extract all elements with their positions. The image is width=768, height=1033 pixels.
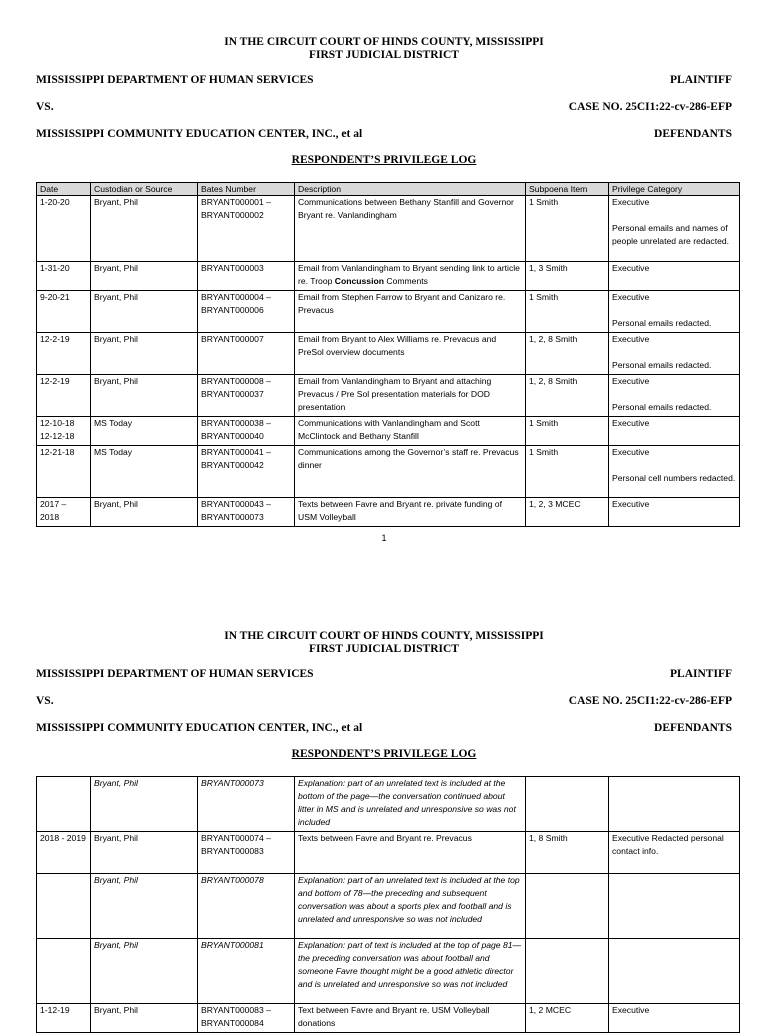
cell-description: Email from Vanlandingham to Bryant sending link to article re. Troop Concussion Comments: [295, 262, 526, 291]
plaintiff-name: MISSISSIPPI DEPARTMENT OF HUMAN SERVICES: [36, 74, 314, 86]
plaintiff-label: PLAINTIFF: [670, 668, 732, 680]
defendant-line: [36, 722, 732, 737]
column-header-privilege: Privilege Category: [609, 183, 740, 196]
column-header-description: Description: [295, 183, 526, 196]
cell-description: Email from Stephen Farrow to Bryant and Canizaro re. Prevacus: [295, 291, 526, 333]
cell-bates: BRYANT000073: [198, 777, 295, 832]
cell-privilege: [609, 874, 740, 939]
cell-description: Communications with Vanlandingham and Scott McClintock and Bethany Stanfill: [295, 417, 526, 446]
cell-description: Text between Favre and Bryant re. USM Volleyball donations: [295, 1004, 526, 1033]
cell-privilege: Executive Personal emails redacted.: [609, 333, 740, 375]
cell-subpoena-item: 1, 8 Smith: [526, 832, 609, 874]
cell-custodian: MS Today: [91, 446, 198, 498]
defendant-label: DEFENDANTS: [654, 128, 732, 140]
cell-privilege: Executive: [609, 1004, 740, 1033]
table-row: [37, 375, 740, 417]
cell-date: 12-21-18: [37, 446, 91, 498]
cell-description: Explanation: part of an unrelated text is included at the bottom of the page—the conversation continued about litter in MS and is unrelated and unresponsive so was not included: [295, 777, 526, 832]
cell-subpoena-item: [526, 874, 609, 939]
cell-privilege: [609, 777, 740, 832]
cell-bates: BRYANT000001 – BRYANT000002: [198, 196, 295, 262]
cell-date: 12-2-19: [37, 333, 91, 375]
cell-custodian: Bryant, Phil: [91, 291, 198, 333]
table-row: [37, 196, 740, 262]
plaintiff-name: MISSISSIPPI DEPARTMENT OF HUMAN SERVICES: [36, 668, 314, 680]
cell-subpoena-item: 1, 2 MCEC: [526, 1004, 609, 1033]
vs-line: [36, 695, 732, 710]
cell-description: Explanation: part of text is included at the top of page 81—the preceding conversation was about football and someone Favre thought might be a good athletic director and is unrelated and unresponsive so was not included: [295, 939, 526, 1004]
cell-subpoena-item: 1, 2, 8 Smith: [526, 333, 609, 375]
defendant-name: MISSISSIPPI COMMUNITY EDUCATION CENTER, INC., et al: [36, 722, 363, 734]
cell-custodian: Bryant, Phil: [91, 196, 198, 262]
table-row: [37, 291, 740, 333]
cell-subpoena-item: 1 Smith: [526, 446, 609, 498]
cell-description: Texts between Favre and Bryant re. private funding of USM Volleyball: [295, 498, 526, 527]
cell-privilege: [609, 939, 740, 1004]
court-title-line1: IN THE CIRCUIT COURT OF HINDS COUNTY, MISSISSIPPI: [224, 630, 544, 642]
cell-bates: BRYANT000078: [198, 874, 295, 939]
cell-date: 1-12-19: [37, 1004, 91, 1033]
cell-privilege: Executive Personal cell numbers redacted.: [609, 446, 740, 498]
cell-privilege: Executive Personal emails redacted.: [609, 375, 740, 417]
plaintiff-label: PLAINTIFF: [670, 74, 732, 86]
cell-custodian: Bryant, Phil: [91, 777, 198, 832]
cell-date: 12-2-19: [37, 375, 91, 417]
cell-subpoena-item: 1, 2, 3 MCEC: [526, 498, 609, 527]
table-row: [37, 939, 740, 1004]
court-title-line2: FIRST JUDICIAL DISTRICT: [309, 49, 459, 61]
table-header-row: [37, 183, 740, 196]
privilege-log-table: [36, 182, 740, 527]
defendant-line: [36, 128, 732, 143]
table-row: [37, 1004, 740, 1033]
cell-bates: BRYANT000007: [198, 333, 295, 375]
court-title-line1: IN THE CIRCUIT COURT OF HINDS COUNTY, MISSISSIPPI: [224, 36, 544, 48]
table-row: [37, 777, 740, 832]
cell-subpoena-item: 1 Smith: [526, 291, 609, 333]
cell-subpoena-item: [526, 939, 609, 1004]
page-2: [0, 594, 768, 1028]
cell-date: 1-31-20: [37, 262, 91, 291]
table-row: [37, 832, 740, 874]
cell-description: Communications among the Governor’s staff re. Prevacus dinner: [295, 446, 526, 498]
cell-custodian: Bryant, Phil: [91, 375, 198, 417]
column-header-custodian: Custodian or Source: [91, 183, 198, 196]
cell-bates: BRYANT000083 – BRYANT000084: [198, 1004, 295, 1033]
cell-subpoena-item: 1, 3 Smith: [526, 262, 609, 291]
case-number: CASE NO. 25CI1:22-cv-286-EFP: [568, 101, 732, 113]
cell-bates: BRYANT000004 – BRYANT000006: [198, 291, 295, 333]
cell-description: Email from Bryant to Alex Williams re. Prevacus and PreSol overview documents: [295, 333, 526, 375]
cell-privilege: Executive: [609, 498, 740, 527]
cell-privilege: Executive Redacted personal contact info.: [609, 832, 740, 874]
cell-custodian: Bryant, Phil: [91, 262, 198, 291]
cell-description: Explanation: part of an unrelated text is included at the top and bottom of 78—the preceding and subsequent conversation was about a sports plex and football and is unrelated and unresponsive so was not included: [295, 874, 526, 939]
table-row: [37, 333, 740, 375]
privilege-log-title: RESPONDENT’S PRIVILEGE LOG: [291, 748, 477, 760]
cell-custodian: MS Today: [91, 417, 198, 446]
cell-date: [37, 777, 91, 832]
page-number: 1: [381, 533, 387, 543]
privilege-log-table-continued: [36, 776, 740, 1033]
cell-custodian: Bryant, Phil: [91, 333, 198, 375]
court-title-line2: FIRST JUDICIAL DISTRICT: [309, 643, 459, 655]
cell-bates: BRYANT000003: [198, 262, 295, 291]
case-number: CASE NO. 25CI1:22-cv-286-EFP: [568, 695, 732, 707]
cell-privilege: Executive: [609, 417, 740, 446]
column-header-bates: Bates Number: [198, 183, 295, 196]
cell-subpoena-item: 1, 2, 8 Smith: [526, 375, 609, 417]
cell-bates: BRYANT000038 – BRYANT000040: [198, 417, 295, 446]
vs-line: [36, 101, 732, 116]
cell-date: 12-10-18 12-12-18: [37, 417, 91, 446]
cell-date: 9-20-21: [37, 291, 91, 333]
cell-subpoena-item: 1 Smith: [526, 417, 609, 446]
cell-privilege: Executive: [609, 262, 740, 291]
cell-privilege: Executive Personal emails and names of people unrelated are redacted.: [609, 196, 740, 262]
cell-date: 2018 - 2019: [37, 832, 91, 874]
cell-bates: BRYANT000074 – BRYANT000083: [198, 832, 295, 874]
cell-custodian: Bryant, Phil: [91, 498, 198, 527]
plaintiff-line: [36, 668, 732, 683]
cell-custodian: Bryant, Phil: [91, 874, 198, 939]
table-row: [37, 446, 740, 498]
column-header-date: Date: [37, 183, 91, 196]
cell-date: [37, 874, 91, 939]
cell-date: [37, 939, 91, 1004]
cell-custodian: Bryant, Phil: [91, 832, 198, 874]
privilege-log-title: RESPONDENT’S PRIVILEGE LOG: [291, 154, 477, 166]
cell-custodian: Bryant, Phil: [91, 939, 198, 1004]
table-row: [37, 874, 740, 939]
cell-date: 1-20-20: [37, 196, 91, 262]
table-row: [37, 498, 740, 527]
cell-subpoena-item: 1 Smith: [526, 196, 609, 262]
plaintiff-line: [36, 74, 732, 89]
defendant-name: MISSISSIPPI COMMUNITY EDUCATION CENTER, INC., et al: [36, 128, 363, 140]
cell-description: Email from Vanlandingham to Bryant and attaching Prevacus / Pre Sol presentation materials for DOD presentation: [295, 375, 526, 417]
cell-bates: BRYANT000008 – BRYANT000037: [198, 375, 295, 417]
cell-subpoena-item: [526, 777, 609, 832]
column-header-subpoena-item: Subpoena Item: [526, 183, 609, 196]
cell-description: Texts between Favre and Bryant re. Prevacus: [295, 832, 526, 874]
table-row: [37, 262, 740, 291]
cell-description: Communications between Bethany Stanfill and Governor Bryant re. Vanlandingham: [295, 196, 526, 262]
table-row: [37, 417, 740, 446]
cell-custodian: Bryant, Phil: [91, 1004, 198, 1033]
cell-bates: BRYANT000043 – BRYANT000073: [198, 498, 295, 527]
cell-date: 2017 – 2018: [37, 498, 91, 527]
defendant-label: DEFENDANTS: [654, 722, 732, 734]
cell-bates: BRYANT000041 – BRYANT000042: [198, 446, 295, 498]
vs-text: VS.: [36, 101, 54, 113]
cell-privilege: Executive Personal emails redacted.: [609, 291, 740, 333]
vs-text: VS.: [36, 695, 54, 707]
cell-bates: BRYANT000081: [198, 939, 295, 1004]
